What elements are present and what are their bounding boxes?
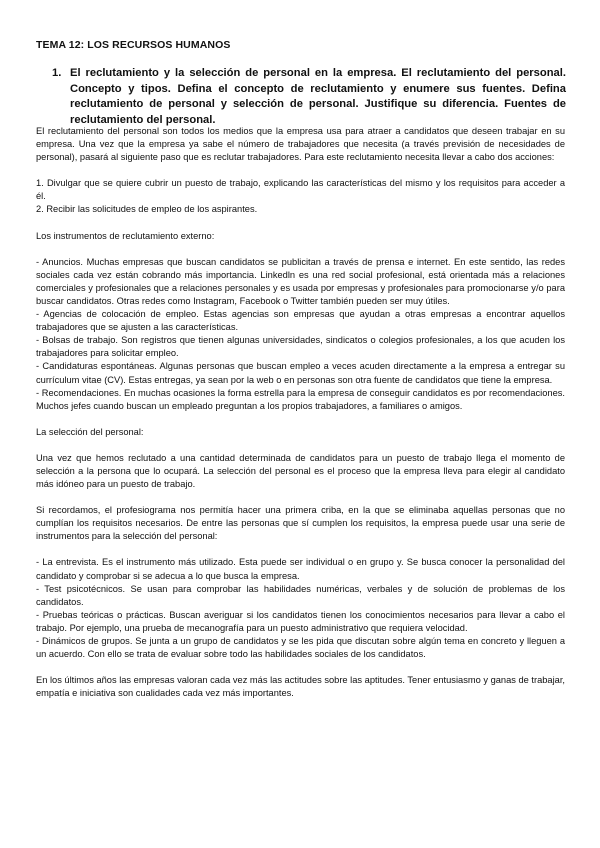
selection-heading: La selección del personal:: [36, 426, 144, 437]
topic-title: TEMA 12: LOS RECURSOS HUMANOS: [36, 39, 231, 51]
question-heading: [52, 66, 566, 128]
external-item: - Anuncios. Muchas empresas que buscan candidatos se publicitan a través de prensa e internet. En este sentido, las redes sociales cada vez están cobrando más importancia. Linkedln es una red social profesional, está orientada más a relaciones comerciales y profesionales que a relaciones personales y es usada por empresas y profesionales para promocionarse y/o para buscar candidatos. Otras redes como Instagram, Facebook o Twitter también pueden ser muy útiles.: [36, 256, 565, 306]
external-recruitment-heading: Los instrumentos de reclutamiento externo:: [36, 230, 215, 241]
selection-item: - Dinámicos de grupos. Se junta a un grupo de candidatos y se les pida que discutan sobre algún tema en concreto y lleguen a un acuerdo. Con ello se trata de evaluar sobre todo las habilidades sociales de los candidatos.: [36, 636, 565, 660]
external-item: - Bolsas de trabajo. Son registros que tienen algunas universidades, sindicatos o colegios profesionales, a los que acuden los trabajadores para solicitar empleo.: [36, 335, 565, 359]
question-text: El reclutamiento y la selección de personal en la empresa. El reclutamiento del personal. Concepto y tipos. Defina el concepto de reclutamiento y enumere sus fuentes. Defina reclutamiento de personal y selección de personal. Justifique su diferencia. Fuentes de reclutamiento del personal.: [70, 67, 566, 126]
external-item: - Agencias de colocación de empleo. Estas agencias son empresas que ayudan a otras empresas a encontrar aquellos trabajadores que se ajusten a las características.: [36, 309, 565, 333]
conclusion-paragraph: En los últimos años las empresas valoran cada vez más las actitudes sobre las aptitudes. Tener entusiasmo y ganas de trabajar, empatía e iniciativa son cualidades cada vez más importantes.: [36, 675, 566, 699]
selection-item: - La entrevista. Es el instrumento más utilizado. Esta puede ser individual o en grupo y. Se busca conocer la personalidad del candidato y comprobar si se adecua a lo que busca la empresa.: [36, 557, 565, 581]
document-body: [36, 125, 565, 700]
selection-item: - Test psicotécnicos. Se usan para comprobar las habilidades numéricas, verbales y de solución de problemas de los candidatos.: [36, 583, 565, 607]
external-item: - Recomendaciones. En muchas ocasiones la forma estrella para la empresa de conseguir candidatos es por recomendaciones. Muchos jefes cuando buscan un empleado preguntan a los propios trabajadores, a familiares o amigos.: [36, 387, 565, 411]
profesiograma-paragraph: Si recordamos, el profesiograma nos permitía hacer una primera criba, en la que se eliminaba aquellas personas que no cumplían los requisitos necesarios. De entre las personas que sí cumplen los requisitos, la empresa puede usar una serie de instrumentos para la selección del personal:: [36, 505, 565, 542]
question-number: 1.: [52, 67, 62, 79]
external-item: - Candidaturas espontáneas. Algunas personas que buscan empleo a veces acuden directamente a la empresa a entregar su currículum vitae (CV). Estas entregas, ya sean por la web o en personas son otra fuente de candidatos que tiene la empresa.: [36, 361, 565, 385]
action-item: 1. Divulgar que se quiere cubrir un puesto de trabajo, explicando las características del mismo y los requisitos para acceder a él.: [36, 178, 565, 202]
selection-item: - Pruebas teóricas o prácticas. Buscan averiguar si los candidatos tienen los conocimientos necesarios para llevar a cabo el trabajo. Por ejemplo, una prueba de mecanografía para un puesto administrativo que requiera velocidad.: [36, 609, 565, 633]
intro-paragraph: El reclutamiento del personal son todos los medios que la empresa usa para atraer a candidatos que deseen trabajar en su empresa. Una vez que la empresa ya sabe el número de trabajadores que necesita (a través previsión de necesidades de personal), pasará al siguiente paso que es reclutar trabajadores. Para este reclutamiento necesita llevar a cabo dos acciones:: [36, 126, 565, 163]
selection-intro-paragraph: Una vez que hemos reclutado a una cantidad determinada de candidatos para un puesto de trabajo llega el momento de selección a la persona que lo ocupará. La selección del personal es el proceso que la empresa lleva para elegir al candidato más idóneo para un puesto de trabajo.: [36, 452, 565, 490]
action-item: 2. Recibir las solicitudes de empleo de los aspirantes.: [36, 204, 258, 215]
